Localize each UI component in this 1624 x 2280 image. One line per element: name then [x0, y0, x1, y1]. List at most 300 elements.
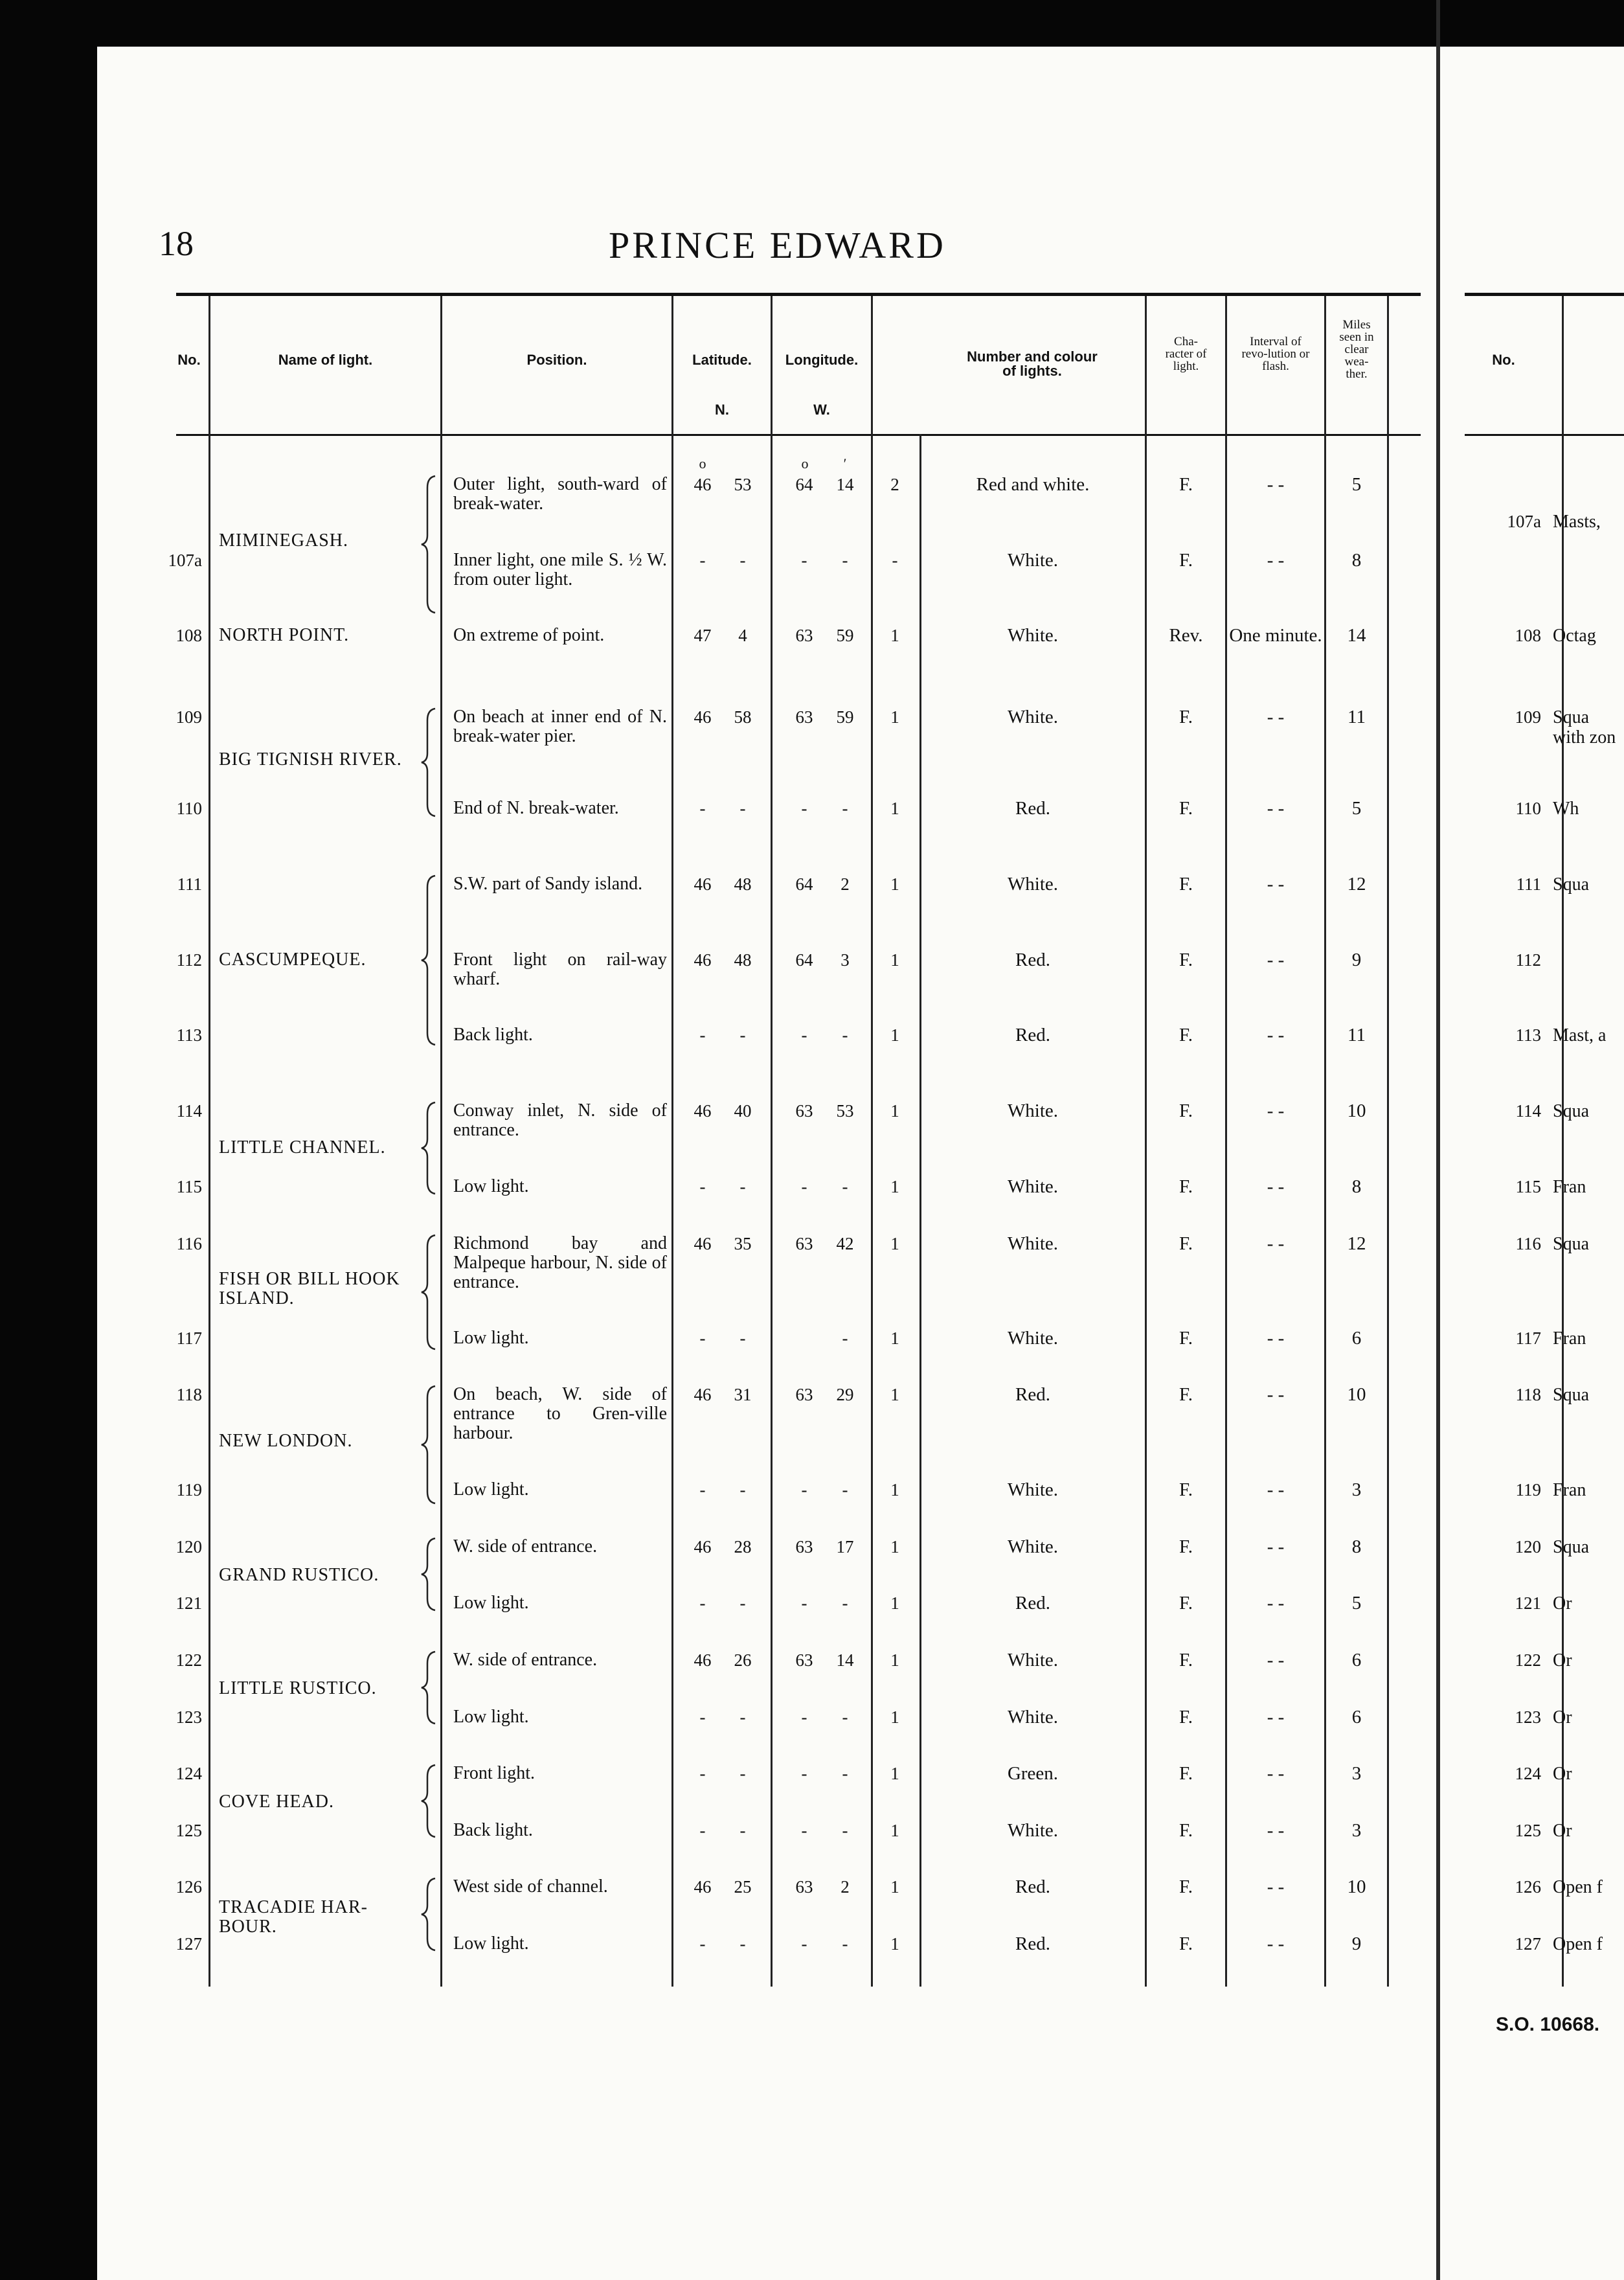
- longitude-degrees: 63: [795, 1385, 813, 1404]
- row-number: 112: [176, 950, 202, 970]
- facing-row-number: 123: [1515, 1707, 1541, 1727]
- facing-row-number: 113: [1515, 1025, 1541, 1045]
- position-text: Outer light, south-ward of break-water.: [453, 474, 667, 514]
- latitude-degrees: -: [699, 799, 706, 818]
- latitude-minutes: -: [739, 1934, 746, 1954]
- visibility-miles: 5: [1351, 1593, 1362, 1613]
- light-character: F.: [1179, 798, 1193, 819]
- light-count: 1: [890, 799, 899, 818]
- light-interval: - -: [1267, 1100, 1285, 1121]
- header-name: Name of light.: [278, 352, 373, 368]
- longitude-degrees: -: [801, 551, 807, 570]
- latitude-minutes: 58: [734, 707, 752, 727]
- longitude-minutes: 14: [836, 1650, 854, 1670]
- row-number: 110: [176, 799, 202, 818]
- visibility-miles: 3: [1351, 1763, 1362, 1784]
- longitude-minutes: 29: [836, 1385, 854, 1404]
- facing-row-text: Or: [1553, 1593, 1572, 1613]
- light-character: F.: [1179, 950, 1193, 970]
- light-character: F.: [1179, 1233, 1193, 1254]
- facing-row-text: Squa: [1553, 1101, 1589, 1121]
- light-colour: White.: [1007, 1820, 1059, 1841]
- header-rule: [176, 434, 1421, 436]
- facing-row-number: 114: [1515, 1101, 1541, 1121]
- light-character: Rev.: [1169, 625, 1203, 646]
- visibility-miles: 8: [1351, 1536, 1362, 1557]
- footer-code: S.O. 10668.: [1496, 2014, 1600, 2035]
- longitude-minutes: -: [842, 1821, 848, 1840]
- scan-border-top: [0, 0, 1624, 47]
- light-interval: - -: [1267, 1820, 1285, 1841]
- brace-icon: [420, 707, 439, 817]
- light-count: 1: [890, 626, 899, 645]
- light-group-name: NORTH POINT.: [219, 625, 350, 645]
- latitude-minutes: 31: [734, 1385, 752, 1404]
- brace-icon: [420, 874, 439, 1046]
- brace-icon: [420, 1537, 439, 1612]
- light-count: 1: [890, 1537, 899, 1556]
- col-rule: [871, 296, 873, 1987]
- longitude-minutes: 42: [836, 1234, 854, 1253]
- light-character: F.: [1179, 1100, 1193, 1121]
- facing-row-number: 126: [1515, 1877, 1541, 1897]
- facing-row-number: 119: [1515, 1480, 1541, 1499]
- light-interval: - -: [1267, 1479, 1285, 1500]
- visibility-miles: 6: [1351, 1328, 1362, 1349]
- brace-icon: [420, 1385, 439, 1505]
- facing-row-text: Octag: [1553, 626, 1596, 646]
- row-number: 125: [175, 1821, 202, 1840]
- facing-row-text: Fran: [1553, 1177, 1586, 1197]
- latitude-degrees: 46: [694, 1385, 712, 1404]
- light-colour: White.: [1007, 874, 1059, 895]
- light-count: 1: [890, 1480, 899, 1499]
- latitude-minutes: -: [739, 1328, 746, 1348]
- latitude-degrees: 46: [694, 1101, 712, 1121]
- longitude-degrees: 63: [795, 1537, 813, 1556]
- light-colour: Red.: [1015, 1876, 1050, 1897]
- row-number: 109: [175, 707, 202, 727]
- latitude-degrees: -: [699, 1764, 706, 1783]
- light-group-name: NEW LONDON.: [219, 1431, 353, 1451]
- latitude-degrees: 46: [694, 950, 712, 970]
- facing-row-text: Open f: [1553, 1877, 1603, 1897]
- row-number: 123: [175, 1707, 202, 1727]
- header-no: No.: [177, 352, 201, 368]
- top-rule-right: [1465, 293, 1624, 296]
- light-count: 1: [890, 1101, 899, 1121]
- light-interval: - -: [1267, 1593, 1285, 1613]
- light-group-name: GRAND RUSTICO.: [219, 1565, 379, 1585]
- degree-mark: o: [699, 455, 706, 472]
- col-rule: [440, 296, 442, 1987]
- row-number: 107a: [168, 551, 202, 570]
- longitude-minutes: -: [842, 1480, 848, 1499]
- light-group-name: BIG TIGNISH RIVER.: [219, 749, 402, 770]
- visibility-miles: 6: [1351, 1650, 1362, 1670]
- latitude-minutes: 25: [734, 1877, 752, 1897]
- header-character: Cha-racter of light.: [1165, 335, 1207, 373]
- position-text: Conway inlet, N. side of entrance.: [453, 1100, 667, 1140]
- brace-icon: [420, 1650, 439, 1725]
- position-text: End of N. break-water.: [453, 798, 619, 818]
- scan-border-left: [0, 0, 97, 2280]
- light-count: 1: [890, 1934, 899, 1954]
- light-interval: - -: [1267, 707, 1285, 727]
- visibility-miles: 5: [1351, 798, 1362, 819]
- light-character: F.: [1179, 1763, 1193, 1784]
- latitude-minutes: -: [739, 1177, 746, 1196]
- longitude-minutes: -: [842, 799, 848, 818]
- longitude-minutes: -: [842, 551, 848, 570]
- latitude-minutes: -: [739, 1821, 746, 1840]
- latitude-minutes: -: [739, 1025, 746, 1045]
- light-colour: Red.: [1015, 1384, 1050, 1405]
- longitude-minutes: 59: [836, 707, 854, 727]
- latitude-degrees: 46: [694, 1650, 712, 1670]
- light-count: 1: [890, 707, 899, 727]
- header-miles: Miles seen in clear wea-ther.: [1339, 318, 1374, 381]
- latitude-degrees: 46: [694, 707, 712, 727]
- light-colour: Green.: [1007, 1763, 1059, 1784]
- light-interval: - -: [1267, 1707, 1285, 1727]
- row-number: 121: [175, 1593, 202, 1613]
- latitude-minutes: 4: [738, 626, 747, 645]
- row-number: 116: [176, 1234, 202, 1253]
- longitude-degrees: -: [801, 1821, 807, 1840]
- light-colour: White.: [1007, 550, 1059, 571]
- visibility-miles: 9: [1351, 950, 1362, 970]
- light-character: F.: [1179, 1876, 1193, 1897]
- position-text: Inner light, one mile S. ½ W. from outer light.: [453, 550, 667, 589]
- brace-icon: [420, 1101, 439, 1195]
- visibility-miles: 11: [1348, 707, 1366, 727]
- light-character: F.: [1179, 1176, 1193, 1197]
- longitude-degrees: -: [801, 1707, 807, 1727]
- latitude-degrees: 46: [694, 874, 712, 894]
- longitude-minutes: 59: [836, 626, 854, 645]
- visibility-miles: 9: [1351, 1933, 1362, 1954]
- light-group-name: COVE HEAD.: [219, 1792, 334, 1812]
- facing-row-number: 112: [1515, 950, 1541, 970]
- position-text: S.W. part of Sandy island.: [453, 874, 643, 894]
- latitude-minutes: -: [739, 799, 746, 818]
- light-character: F.: [1179, 1820, 1193, 1841]
- position-text: Front light on rail-way wharf.: [453, 950, 667, 989]
- visibility-miles: 14: [1347, 625, 1366, 646]
- visibility-miles: 8: [1351, 550, 1362, 571]
- latitude-minutes: -: [739, 1593, 746, 1613]
- light-interval: - -: [1267, 1933, 1285, 1954]
- light-interval: - -: [1267, 474, 1285, 495]
- light-character: F.: [1179, 1536, 1193, 1557]
- latitude-degrees: -: [699, 1480, 706, 1499]
- light-character: F.: [1179, 1384, 1193, 1405]
- facing-row-text: Mast, a: [1553, 1025, 1607, 1045]
- facing-row-text: Squa with zon: [1553, 707, 1616, 747]
- row-number: 114: [176, 1101, 202, 1121]
- light-count: 1: [890, 1764, 899, 1783]
- latitude-degrees: -: [699, 551, 706, 570]
- light-count: 1: [890, 1821, 899, 1840]
- light-character: F.: [1179, 1933, 1193, 1954]
- facing-row-number: 109: [1515, 707, 1541, 727]
- longitude-minutes: -: [842, 1593, 848, 1613]
- longitude-degrees: 63: [795, 1234, 813, 1253]
- light-group-name: TRACADIE HAR-BOUR.: [219, 1897, 368, 1937]
- latitude-minutes: 26: [734, 1650, 752, 1670]
- light-character: F.: [1179, 1650, 1193, 1670]
- latitude-degrees: -: [699, 1328, 706, 1348]
- brace-icon: [420, 1877, 439, 1952]
- visibility-miles: 3: [1351, 1479, 1362, 1500]
- facing-row-number: 124: [1515, 1764, 1541, 1783]
- degree-mark: o: [801, 455, 809, 472]
- longitude-minutes: -: [842, 1025, 848, 1045]
- header-no-right: No.: [1492, 352, 1515, 368]
- visibility-miles: 3: [1351, 1820, 1362, 1841]
- facing-row-text: Or: [1553, 1821, 1572, 1841]
- light-colour: White.: [1007, 625, 1059, 646]
- header-latitude-dir: N.: [715, 402, 729, 418]
- brace-icon: [420, 1764, 439, 1838]
- longitude-minutes: -: [842, 1707, 848, 1727]
- position-text: Low light.: [453, 1479, 529, 1499]
- light-count: 1: [890, 1707, 899, 1727]
- longitude-degrees: -: [801, 1177, 807, 1196]
- position-text: On beach at inner end of N. break-water pier.: [453, 707, 667, 746]
- facing-row-number: 125: [1515, 1821, 1541, 1840]
- col-rule: [1225, 296, 1227, 1987]
- latitude-minutes: 48: [734, 874, 752, 894]
- minute-mark: ′: [843, 455, 847, 472]
- light-interval: - -: [1267, 1536, 1285, 1557]
- latitude-minutes: 48: [734, 950, 752, 970]
- longitude-degrees: 63: [795, 1650, 813, 1670]
- light-count: 1: [890, 1328, 899, 1348]
- longitude-minutes: 53: [836, 1101, 854, 1121]
- light-character: F.: [1179, 474, 1193, 495]
- light-colour: Red.: [1015, 798, 1050, 819]
- light-character: F.: [1179, 874, 1193, 895]
- row-number: 113: [176, 1025, 202, 1045]
- light-interval: One minute.: [1229, 625, 1322, 646]
- position-text: Richmond bay and Malpeque harbour, N. side of entrance.: [453, 1233, 667, 1292]
- position-text: Low light.: [453, 1593, 529, 1613]
- row-number: 124: [175, 1764, 202, 1783]
- latitude-degrees: 46: [694, 1537, 712, 1556]
- longitude-minutes: -: [842, 1764, 848, 1783]
- light-interval: - -: [1267, 1025, 1285, 1045]
- latitude-degrees: 46: [694, 475, 712, 494]
- col-rule: [671, 296, 673, 1987]
- facing-row-number: 116: [1515, 1234, 1541, 1253]
- light-group-name: FISH OR BILL HOOK ISLAND.: [219, 1269, 400, 1308]
- light-character: F.: [1179, 1025, 1193, 1045]
- light-interval: - -: [1267, 1176, 1285, 1197]
- header-position: Position.: [526, 352, 587, 368]
- longitude-degrees: -: [801, 1934, 807, 1954]
- light-colour: White.: [1007, 707, 1059, 727]
- longitude-minutes: 2: [840, 874, 850, 894]
- longitude-degrees: 63: [795, 707, 813, 727]
- latitude-degrees: 47: [694, 626, 712, 645]
- latitude-minutes: 35: [734, 1234, 752, 1253]
- brace-icon: [420, 1234, 439, 1351]
- light-group-name: CASCUMPEQUE.: [219, 950, 367, 970]
- facing-row-text: Wh: [1553, 799, 1579, 819]
- light-interval: - -: [1267, 1876, 1285, 1897]
- facing-row-number: 122: [1515, 1650, 1541, 1670]
- facing-row-number: 115: [1515, 1177, 1541, 1196]
- light-colour: Red.: [1015, 1933, 1050, 1954]
- light-interval: - -: [1267, 874, 1285, 895]
- row-number: 122: [175, 1650, 202, 1670]
- light-interval: - -: [1267, 1763, 1285, 1784]
- light-character: F.: [1179, 1593, 1193, 1613]
- position-text: On extreme of point.: [453, 625, 605, 645]
- light-colour: White.: [1007, 1233, 1059, 1254]
- visibility-miles: 10: [1347, 1384, 1366, 1405]
- light-colour: Red.: [1015, 1593, 1050, 1613]
- latitude-degrees: 46: [694, 1234, 712, 1253]
- light-interval: - -: [1267, 798, 1285, 819]
- longitude-minutes: 2: [840, 1877, 850, 1897]
- facing-row-text: Squa: [1553, 874, 1589, 895]
- facing-row-text: Fran: [1553, 1328, 1586, 1349]
- light-colour: White.: [1007, 1650, 1059, 1670]
- light-count: 1: [890, 1025, 899, 1045]
- facing-row-text: Masts,: [1553, 512, 1601, 532]
- row-number: 115: [176, 1177, 202, 1196]
- visibility-miles: 11: [1348, 1025, 1366, 1045]
- longitude-degrees: -: [801, 1593, 807, 1613]
- light-character: F.: [1179, 1707, 1193, 1727]
- position-text: W. side of entrance.: [453, 1536, 598, 1556]
- light-colour: Red.: [1015, 950, 1050, 970]
- visibility-miles: 5: [1351, 474, 1362, 495]
- page-title: PRINCE EDWARD: [609, 224, 946, 266]
- light-group-name: MIMINEGASH.: [219, 530, 348, 551]
- light-count: 1: [890, 1650, 899, 1670]
- latitude-degrees: -: [699, 1177, 706, 1196]
- light-count: 1: [890, 950, 899, 970]
- longitude-minutes: -: [842, 1328, 848, 1348]
- light-colour: White.: [1007, 1100, 1059, 1121]
- visibility-miles: 12: [1347, 874, 1366, 895]
- light-group-name: LITTLE RUSTICO.: [219, 1678, 377, 1698]
- position-text: West side of channel.: [453, 1876, 608, 1897]
- longitude-degrees: 64: [795, 950, 813, 970]
- facing-row-number: 108: [1515, 626, 1541, 645]
- longitude-degrees: -: [801, 1480, 807, 1499]
- longitude-minutes: -: [842, 1934, 848, 1954]
- longitude-degrees: 63: [795, 1101, 813, 1121]
- latitude-degrees: -: [699, 1934, 706, 1954]
- header-longitude: Longitude.: [785, 352, 859, 368]
- row-number: 119: [176, 1480, 202, 1499]
- position-text: Front light.: [453, 1763, 536, 1783]
- facing-row-text: Fran: [1553, 1480, 1586, 1500]
- longitude-degrees: -: [801, 799, 807, 818]
- latitude-minutes: 28: [734, 1537, 752, 1556]
- light-colour: Red and white.: [976, 474, 1090, 495]
- position-text: Back light.: [453, 1025, 533, 1045]
- col-rule: [1145, 296, 1147, 1987]
- facing-row-number: 127: [1515, 1934, 1541, 1954]
- facing-row-text: Squa: [1553, 1234, 1589, 1254]
- light-interval: - -: [1267, 1650, 1285, 1670]
- longitude-minutes: 3: [840, 950, 850, 970]
- latitude-degrees: -: [699, 1821, 706, 1840]
- facing-row-text: Or: [1553, 1650, 1572, 1670]
- light-interval: - -: [1267, 1384, 1285, 1405]
- light-colour: Red.: [1015, 1025, 1050, 1045]
- row-number: 118: [176, 1385, 202, 1404]
- latitude-degrees: -: [699, 1593, 706, 1613]
- col-rule-right: [1562, 296, 1564, 1987]
- light-count: -: [892, 551, 898, 570]
- longitude-degrees: 63: [795, 1877, 813, 1897]
- facing-row-number: 111: [1516, 874, 1541, 894]
- light-count: 1: [890, 1385, 899, 1404]
- header-interval: Interval of revo-lution or flash.: [1241, 335, 1310, 373]
- longitude-degrees: 64: [795, 874, 813, 894]
- latitude-minutes: 53: [734, 475, 752, 494]
- light-interval: - -: [1267, 950, 1285, 970]
- col-rule: [1324, 296, 1326, 1987]
- latitude-minutes: -: [739, 1480, 746, 1499]
- latitude-minutes: 40: [734, 1101, 752, 1121]
- latitude-degrees: -: [699, 1025, 706, 1045]
- page-number: 18: [159, 224, 194, 263]
- header-longitude-dir: W.: [813, 402, 830, 418]
- position-text: Back light.: [453, 1820, 533, 1840]
- col-rule: [919, 434, 921, 1987]
- latitude-minutes: -: [739, 1764, 746, 1783]
- light-colour: White.: [1007, 1479, 1059, 1500]
- facing-row-text: Or: [1553, 1707, 1572, 1727]
- row-number: 120: [175, 1537, 202, 1556]
- longitude-degrees: -: [801, 1025, 807, 1045]
- facing-row-number: 110: [1515, 799, 1541, 818]
- light-count: 1: [890, 1234, 899, 1253]
- position-text: W. side of entrance.: [453, 1650, 598, 1670]
- light-character: F.: [1179, 707, 1193, 727]
- light-character: F.: [1179, 1479, 1193, 1500]
- row-number: 117: [176, 1328, 202, 1348]
- light-count: 1: [890, 1877, 899, 1897]
- light-colour: White.: [1007, 1536, 1059, 1557]
- facing-row-number: 121: [1515, 1593, 1541, 1613]
- longitude-minutes: 17: [836, 1537, 854, 1556]
- header-rule-right: [1465, 434, 1624, 436]
- facing-row-number: 118: [1515, 1385, 1541, 1404]
- longitude-degrees: 63: [795, 626, 813, 645]
- header-number-colour: Number and colour of lights.: [967, 348, 1098, 379]
- header-latitude: Latitude.: [692, 352, 752, 368]
- light-interval: - -: [1267, 1328, 1285, 1349]
- facing-row-text: Or: [1553, 1764, 1572, 1784]
- position-text: Low light.: [453, 1328, 529, 1348]
- longitude-minutes: -: [842, 1177, 848, 1196]
- light-character: F.: [1179, 1328, 1193, 1349]
- position-text: Low light.: [453, 1933, 529, 1954]
- col-rule: [209, 296, 210, 1987]
- row-number: 108: [175, 626, 202, 645]
- visibility-miles: 10: [1347, 1100, 1366, 1121]
- facing-row-number: 117: [1515, 1328, 1541, 1348]
